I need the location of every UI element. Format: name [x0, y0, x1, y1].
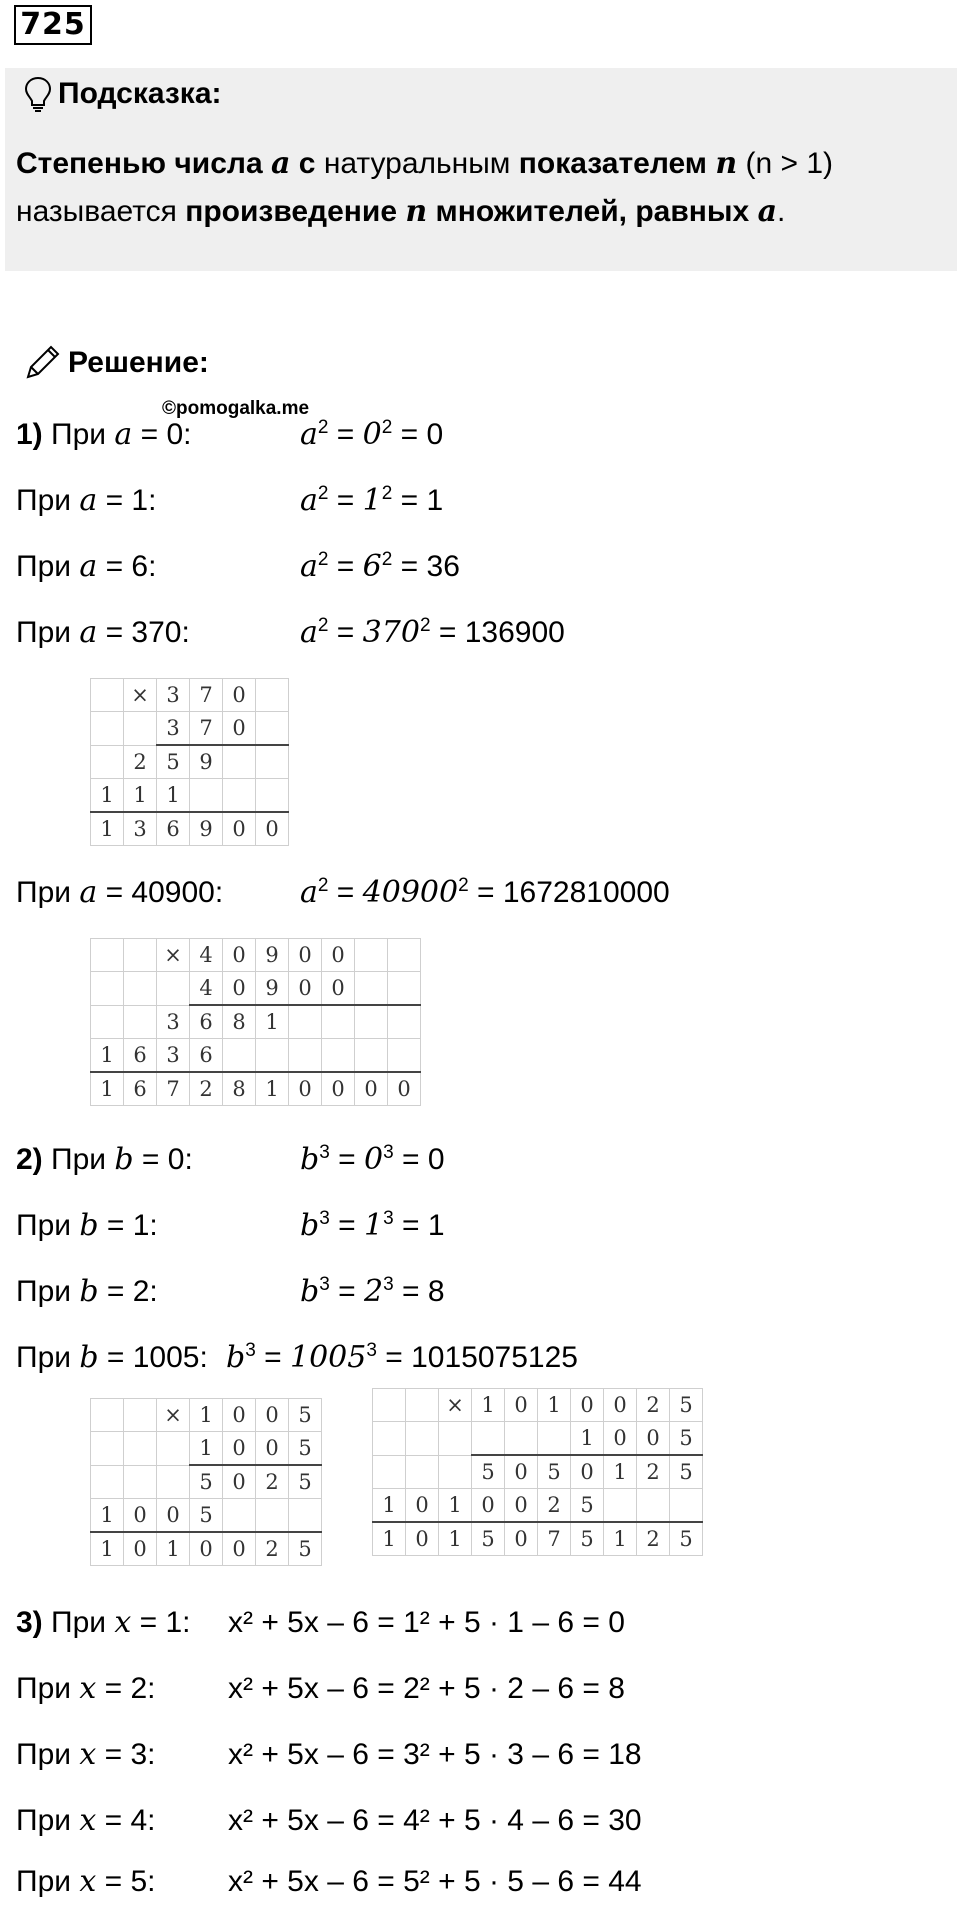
- grid-cell: [289, 1499, 322, 1533]
- equation-row: [16, 1272, 445, 1312]
- grid-cell: 5: [571, 1522, 604, 1556]
- variable: a: [300, 483, 318, 518]
- multiplication-grid: [372, 1388, 703, 1556]
- grid-cell: [388, 972, 421, 1006]
- hint-bold-3: показателем: [518, 147, 707, 180]
- grid-cell: 6: [124, 1039, 157, 1073]
- equation-row: [16, 481, 444, 521]
- grid-cell: 7: [190, 679, 223, 712]
- equation-row: [16, 1862, 642, 1902]
- exponent: 2: [317, 417, 329, 438]
- grid-cell: 4: [190, 972, 223, 1006]
- result: = 1: [392, 484, 444, 517]
- grid-cell: 1: [91, 779, 124, 813]
- grid-cell: [373, 1422, 406, 1456]
- variable: b: [226, 1340, 246, 1375]
- grid-cell: [322, 1039, 355, 1073]
- grid-cell: 1: [91, 812, 124, 846]
- grid-cell: 7: [538, 1522, 571, 1556]
- grid-cell: 5: [289, 1432, 322, 1466]
- row-label-text: При x = 5:: [16, 1864, 156, 1899]
- row-label-text: При b = 1005:: [16, 1340, 208, 1375]
- row-label: [16, 1669, 155, 1709]
- hint-bold-1: Степенью числа: [16, 147, 263, 180]
- grid-cell: 1: [373, 1489, 406, 1523]
- base-value: 1005: [290, 1340, 367, 1375]
- base-value: 1: [364, 1208, 384, 1243]
- grid-cell: [439, 1422, 472, 1456]
- grid-cell: [256, 1039, 289, 1073]
- base-value: 0: [364, 1142, 384, 1177]
- grid-cell: [538, 1422, 571, 1456]
- row-label-text: При a = 0:: [51, 417, 192, 452]
- equation: x² + 5x – 6 = 3² + 5 · 3 – 6 = 18: [228, 1738, 642, 1771]
- watermark: ©pomogalka.me: [162, 398, 310, 419]
- grid-cell: 0: [355, 1072, 388, 1106]
- grid-cell: 5: [472, 1455, 505, 1489]
- grid-cell: 0: [223, 939, 256, 972]
- grid-cell: 0: [406, 1489, 439, 1523]
- grid-cell: [637, 1489, 670, 1523]
- grid-cell: 3: [157, 679, 190, 712]
- multiplication-grid: [90, 1398, 322, 1566]
- hint-var-n-2: n: [405, 194, 428, 229]
- task-number: 725: [14, 5, 92, 45]
- grid-cell: [256, 712, 289, 746]
- grid-cell: [355, 1039, 388, 1073]
- grid-cell: [472, 1422, 505, 1456]
- grid-cell: [256, 679, 289, 712]
- grid-cell: 0: [322, 1072, 355, 1106]
- row-label: [16, 415, 191, 455]
- exponent: 3: [383, 1208, 394, 1229]
- grid-cell: 6: [190, 1005, 223, 1039]
- row-label: [16, 1338, 208, 1378]
- variable: b: [300, 1274, 320, 1309]
- row-label-text: При a = 1:: [16, 483, 157, 518]
- grid-cell: 0: [571, 1455, 604, 1489]
- grid-cell: 1: [91, 1072, 124, 1106]
- grid-cell: [505, 1422, 538, 1456]
- exponent: 2: [419, 615, 431, 636]
- multiplication-grid: [90, 678, 289, 846]
- grid-cell: [289, 1005, 322, 1039]
- equation: $b^3 = 1^3 = 1$: [300, 1208, 445, 1243]
- row-label: [16, 1735, 155, 1775]
- grid-cell: [355, 972, 388, 1006]
- row-label: [16, 1603, 191, 1643]
- exponent: 2: [381, 483, 393, 504]
- lightbulb-icon: [24, 76, 52, 112]
- hint-var-a: a: [271, 146, 291, 181]
- grid-cell: 0: [604, 1389, 637, 1422]
- equation-row: [16, 1669, 625, 1709]
- equation-row: [16, 1801, 642, 1841]
- grid-cell: [124, 1399, 157, 1432]
- grid-cell: 1: [472, 1389, 505, 1422]
- grid-cell: 0: [124, 1499, 157, 1533]
- equation-row: [16, 1338, 578, 1378]
- exponent: 2: [317, 549, 329, 570]
- row-label-text: При b = 0:: [51, 1142, 193, 1177]
- grid-cell: [406, 1389, 439, 1422]
- grid-cell: [91, 1005, 124, 1039]
- grid-cell: 1: [571, 1422, 604, 1456]
- row-label-text: При b = 2:: [16, 1274, 158, 1309]
- solution-title: [22, 343, 209, 383]
- grid-cell: 2: [256, 1532, 289, 1566]
- grid-cell: 0: [289, 972, 322, 1006]
- hint-dot: .: [777, 195, 786, 228]
- grid-cell: [388, 1005, 421, 1039]
- grid-cell: [124, 939, 157, 972]
- grid-cell: [124, 1432, 157, 1466]
- exponent: 3: [383, 1142, 394, 1163]
- grid-cell: 9: [256, 939, 289, 972]
- grid-cell: 0: [322, 972, 355, 1006]
- grid-cell: [157, 1432, 190, 1466]
- grid-cell: [388, 1039, 421, 1073]
- result: = 0: [392, 418, 444, 451]
- grid-cell: [289, 1039, 322, 1073]
- grid-cell: ×: [157, 1399, 190, 1432]
- grid-cell: [91, 1399, 124, 1432]
- grid-cell: 0: [637, 1422, 670, 1456]
- grid-cell: 1: [91, 1499, 124, 1533]
- grid-cell: 5: [472, 1522, 505, 1556]
- row-label: [16, 1801, 155, 1841]
- grid-cell: [91, 712, 124, 746]
- grid-cell: 0: [505, 1455, 538, 1489]
- grid-cell: 0: [190, 1532, 223, 1566]
- equation: $a^2 = 0^2 = 0$: [300, 417, 444, 452]
- grid-cell: 2: [256, 1465, 289, 1499]
- grid-cell: [91, 1432, 124, 1466]
- equation: $a^2 = 40900^2 = 1672810000$: [300, 875, 670, 910]
- grid-cell: 0: [223, 1432, 256, 1466]
- result: = 136900: [430, 616, 565, 649]
- grid-cell: 5: [190, 1465, 223, 1499]
- grid-cell: [256, 779, 289, 813]
- row-label-text: При b = 1:: [16, 1208, 158, 1243]
- grid-cell: 6: [157, 812, 190, 846]
- equation: $a^2 = 370^2 = 136900$: [300, 615, 565, 650]
- grid-cell: 1: [190, 1432, 223, 1466]
- grid-cell: 9: [190, 745, 223, 779]
- base-value: 2: [364, 1274, 384, 1309]
- row-label-text: При x = 1:: [51, 1605, 191, 1640]
- grid-cell: 5: [190, 1499, 223, 1533]
- grid-cell: 1: [157, 1532, 190, 1566]
- hint-normal-1: натуральным: [323, 147, 511, 180]
- grid-cell: [223, 779, 256, 813]
- grid-cell: 1: [124, 779, 157, 813]
- grid-cell: 3: [157, 1005, 190, 1039]
- hint-normal-2: называется: [16, 195, 177, 228]
- exponent: 3: [383, 1274, 394, 1295]
- variable: a: [300, 417, 318, 452]
- equation-row: [16, 1735, 642, 1775]
- equation: x² + 5x – 6 = 5² + 5 · 5 – 6 = 44: [228, 1865, 642, 1898]
- grid-cell: [406, 1422, 439, 1456]
- grid-cell: 5: [670, 1422, 703, 1456]
- grid-cell: 5: [157, 745, 190, 779]
- grid-cell: [124, 972, 157, 1006]
- equation: $b^3 = 1005^3 = 1015075125$: [226, 1340, 578, 1375]
- grid-cell: 2: [190, 1072, 223, 1106]
- hint-text: [16, 140, 936, 236]
- grid-cell: 0: [571, 1389, 604, 1422]
- grid-cell: [355, 939, 388, 972]
- grid-cell: 0: [472, 1489, 505, 1523]
- grid-cell: 0: [223, 1465, 256, 1499]
- equation: $a^2 = 6^2 = 36$: [300, 549, 460, 584]
- exponent: 2: [317, 615, 329, 636]
- grid-cell: 5: [670, 1389, 703, 1422]
- grid-cell: 1: [538, 1389, 571, 1422]
- exponent: 2: [381, 417, 393, 438]
- hint-var-a-2: a: [757, 194, 778, 229]
- grid-cell: [670, 1489, 703, 1523]
- hint-title-text: Подсказка:: [58, 77, 222, 110]
- equation: $a^2 = 1^2 = 1$: [300, 483, 444, 518]
- multiplication-grid: [90, 938, 421, 1106]
- base-value: 6: [362, 549, 382, 584]
- row-label-text: При a = 40900:: [16, 875, 224, 910]
- variable: a: [300, 875, 318, 910]
- exponent: 3: [366, 1340, 377, 1361]
- grid-cell: 3: [124, 812, 157, 846]
- grid-cell: 0: [157, 1499, 190, 1533]
- grid-cell: [124, 1005, 157, 1039]
- grid-cell: [91, 972, 124, 1006]
- grid-cell: 0: [256, 812, 289, 846]
- result: = 36: [392, 550, 460, 583]
- hint-var-n: n: [715, 146, 738, 181]
- grid-cell: [604, 1489, 637, 1523]
- grid-cell: 1: [91, 1532, 124, 1566]
- grid-cell: 1: [439, 1489, 472, 1523]
- grid-cell: 0: [223, 679, 256, 712]
- base-value: 370: [362, 615, 420, 650]
- grid-cell: 0: [223, 1532, 256, 1566]
- grid-cell: 5: [571, 1489, 604, 1523]
- equation-row: [16, 613, 565, 653]
- grid-cell: 1: [604, 1522, 637, 1556]
- part-number: 2): [16, 1143, 43, 1176]
- grid-cell: 2: [538, 1489, 571, 1523]
- exponent: 3: [245, 1340, 256, 1361]
- hint-condition: (n > 1): [745, 147, 834, 180]
- grid-cell: [439, 1455, 472, 1489]
- result: = 8: [393, 1275, 445, 1308]
- part-number: 3): [16, 1606, 43, 1639]
- exponent: 2: [381, 549, 393, 570]
- grid-cell: [373, 1455, 406, 1489]
- grid-cell: 4: [190, 939, 223, 972]
- result: = 1: [393, 1209, 445, 1242]
- grid-cell: [388, 939, 421, 972]
- row-label-text: При a = 370:: [16, 615, 190, 650]
- grid-cell: 0: [223, 1399, 256, 1432]
- base-value: 40900: [362, 875, 459, 910]
- grid-cell: [223, 745, 256, 779]
- grid-cell: 0: [256, 1399, 289, 1432]
- grid-cell: 7: [190, 712, 223, 746]
- grid-cell: [91, 679, 124, 712]
- grid-cell: 5: [289, 1532, 322, 1566]
- grid-cell: 0: [223, 712, 256, 746]
- grid-cell: 7: [157, 1072, 190, 1106]
- equation-row: [16, 873, 670, 913]
- row-label: [16, 613, 190, 653]
- grid-cell: [223, 1499, 256, 1533]
- grid-cell: 2: [637, 1522, 670, 1556]
- grid-cell: [373, 1389, 406, 1422]
- result: = 1672810000: [468, 876, 670, 909]
- grid-cell: 2: [637, 1455, 670, 1489]
- equation-row: [16, 415, 444, 455]
- grid-cell: [157, 1465, 190, 1499]
- equation: $b^3 = 2^3 = 8$: [300, 1274, 445, 1309]
- grid-cell: 0: [289, 939, 322, 972]
- exponent: 2: [458, 875, 469, 896]
- row-label-text: При x = 2:: [16, 1671, 156, 1706]
- grid-cell: 1: [157, 779, 190, 813]
- grid-cell: 5: [289, 1399, 322, 1432]
- row-label-text: При x = 4:: [16, 1803, 156, 1838]
- grid-cell: ×: [124, 679, 157, 712]
- row-label: [16, 481, 156, 521]
- grid-cell: [91, 1465, 124, 1499]
- grid-cell: [190, 779, 223, 813]
- grid-cell: [322, 1005, 355, 1039]
- grid-cell: 3: [157, 712, 190, 746]
- grid-cell: 9: [190, 812, 223, 846]
- grid-cell: 3: [157, 1039, 190, 1073]
- grid-cell: 5: [289, 1465, 322, 1499]
- solution-title-text: Решение:: [68, 346, 209, 379]
- row-label: [16, 1206, 158, 1246]
- grid-cell: 0: [256, 1432, 289, 1466]
- grid-cell: 1: [604, 1455, 637, 1489]
- exponent: 3: [319, 1142, 330, 1163]
- variable: b: [300, 1208, 320, 1243]
- exponent: 3: [319, 1274, 330, 1295]
- grid-cell: [124, 1465, 157, 1499]
- grid-cell: [157, 972, 190, 1006]
- result: = 0: [393, 1143, 445, 1176]
- grid-cell: 1: [91, 1039, 124, 1073]
- grid-cell: 0: [505, 1522, 538, 1556]
- hint-bold-4: произведение: [185, 195, 398, 228]
- grid-cell: 1: [439, 1522, 472, 1556]
- row-label: [16, 1140, 193, 1180]
- grid-cell: [223, 1039, 256, 1073]
- grid-cell: 5: [670, 1455, 703, 1489]
- grid-cell: 6: [124, 1072, 157, 1106]
- grid-cell: 1: [256, 1005, 289, 1039]
- row-label: [16, 1272, 158, 1312]
- row-label-text: При a = 6:: [16, 549, 157, 584]
- grid-cell: 0: [505, 1489, 538, 1523]
- grid-cell: 8: [223, 1005, 256, 1039]
- equation: x² + 5x – 6 = 4² + 5 · 4 – 6 = 30: [228, 1804, 642, 1837]
- grid-cell: [91, 939, 124, 972]
- grid-cell: [406, 1455, 439, 1489]
- grid-cell: 2: [637, 1389, 670, 1422]
- grid-cell: 0: [223, 972, 256, 1006]
- exponent: 2: [317, 875, 329, 896]
- equation: x² + 5x – 6 = 1² + 5 · 1 – 6 = 0: [228, 1606, 625, 1639]
- grid-cell: 1: [256, 1072, 289, 1106]
- variable: b: [300, 1142, 320, 1177]
- grid-cell: [355, 1005, 388, 1039]
- grid-cell: 1: [373, 1522, 406, 1556]
- grid-cell: 0: [223, 812, 256, 846]
- row-label: [16, 1862, 155, 1902]
- equation: $b^3 = 0^3 = 0$: [300, 1142, 445, 1177]
- grid-cell: 2: [124, 745, 157, 779]
- hint-title: [24, 76, 222, 112]
- pencil-icon: [22, 343, 62, 383]
- grid-cell: ×: [157, 939, 190, 972]
- grid-cell: 0: [289, 1072, 322, 1106]
- grid-cell: 0: [388, 1072, 421, 1106]
- part-number: 1): [16, 418, 43, 451]
- hint-bold-5: множителей, равных: [435, 195, 750, 228]
- row-label: [16, 547, 156, 587]
- grid-cell: 1: [190, 1399, 223, 1432]
- equation: x² + 5x – 6 = 2² + 5 · 2 – 6 = 8: [228, 1672, 625, 1705]
- grid-cell: [91, 745, 124, 779]
- grid-cell: 0: [406, 1522, 439, 1556]
- equation-row: [16, 547, 460, 587]
- variable: a: [300, 549, 318, 584]
- grid-cell: 8: [223, 1072, 256, 1106]
- grid-cell: 5: [538, 1455, 571, 1489]
- row-label: [16, 873, 223, 913]
- grid-cell: [256, 1499, 289, 1533]
- equation-row: [16, 1603, 625, 1643]
- grid-cell: ×: [439, 1389, 472, 1422]
- exponent: 3: [319, 1208, 330, 1229]
- hint-bold-2: с: [298, 147, 316, 180]
- grid-cell: 0: [604, 1422, 637, 1456]
- base-value: 1: [362, 483, 382, 518]
- equation-row: [16, 1206, 445, 1246]
- grid-cell: 9: [256, 972, 289, 1006]
- grid-cell: 5: [670, 1522, 703, 1556]
- grid-cell: 0: [124, 1532, 157, 1566]
- grid-cell: 0: [322, 939, 355, 972]
- grid-cell: 6: [190, 1039, 223, 1073]
- grid-cell: [256, 745, 289, 779]
- base-value: 0: [362, 417, 382, 452]
- grid-cell: 0: [505, 1389, 538, 1422]
- exponent: 2: [317, 483, 329, 504]
- result: = 1015075125: [376, 1341, 578, 1374]
- row-label-text: При x = 3:: [16, 1737, 156, 1772]
- variable: a: [300, 615, 318, 650]
- equation-row: [16, 1140, 445, 1180]
- grid-cell: [124, 712, 157, 746]
